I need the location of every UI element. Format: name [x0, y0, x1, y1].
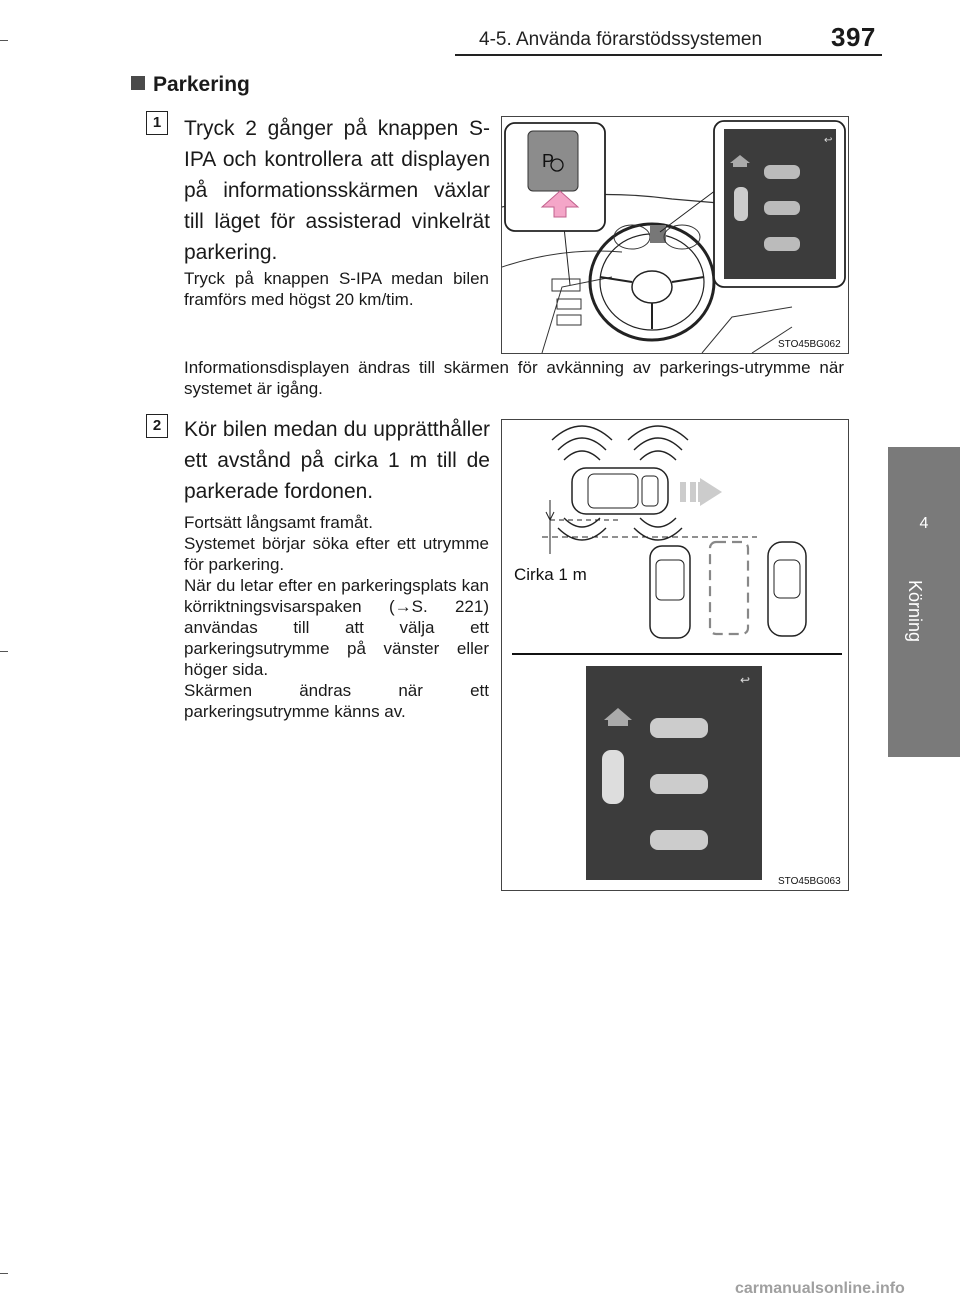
parked-car-icon — [764, 237, 800, 251]
parked-car-icon — [650, 774, 708, 794]
heading-text: Parkering — [153, 73, 250, 96]
parked-car-icon — [650, 830, 708, 850]
step-1-wide-note: Informationsdisplayen ändras till skärmen för avkänning av parkerings-utrymme när systemet är igång. — [184, 358, 844, 398]
step-number-badge: 1 — [146, 111, 168, 135]
page-number: 397 — [831, 22, 876, 52]
dashboard-illustration — [502, 117, 848, 353]
step-2-main-text: Kör bilen medan du upprätthåller ett avstånd på cirka 1 m till de parkerade fordonen. — [184, 418, 490, 503]
figure-dashboard — [501, 116, 849, 354]
own-car-icon — [734, 187, 748, 221]
own-car-icon — [572, 468, 668, 514]
chapter-label: Körning — [905, 580, 925, 643]
parked-car-icon — [764, 201, 800, 215]
crop-mark — [0, 651, 8, 652]
section-title: 4-5. Använda förarstödssystemen — [479, 29, 763, 50]
distance-caption: Cirka 1 m — [514, 565, 587, 584]
chapter-number: 4 — [919, 515, 929, 532]
parked-car-icon — [764, 165, 800, 179]
own-car-icon — [602, 750, 624, 804]
crop-mark — [0, 40, 8, 41]
crop-mark — [0, 1273, 8, 1274]
parking-scan-illustration — [502, 420, 848, 890]
parking-space-icon — [710, 542, 748, 634]
back-icon: ↩ — [740, 673, 751, 687]
figure-id: STO45BG062 — [778, 339, 841, 350]
button-letter: P — [542, 151, 555, 171]
figure-id: STO45BG063 — [778, 876, 841, 887]
motion-arrow-icon — [680, 478, 722, 506]
step-1-note: Tryck på knappen S-IPA medan bilen framförs med högst 20 km/tim. — [184, 269, 489, 309]
bullet-square-icon — [131, 76, 145, 90]
step-1-main-text: Tryck 2 gånger på knappen S-IPA och kontrollera att displayen på informationsskärmen växlar till läget för assisterad vinkelrät parkering. — [184, 117, 490, 264]
header-rule — [455, 54, 882, 56]
back-icon: ↩ — [824, 135, 833, 146]
section-heading — [131, 73, 250, 97]
parked-car-icon — [650, 718, 708, 738]
figure-parking-scan — [501, 419, 849, 891]
step-number-badge: 2 — [146, 414, 168, 438]
cluster-display — [650, 225, 666, 243]
watermark: carmanualsonline.info — [735, 1280, 905, 1297]
step-2-note: Fortsätt långsamt framåt. Systemet börjar söka efter ett utrymme för parkering. När du letar efter en parkeringsplats kan körriktningsvisarspaken (→S. 221) användas till att välja ett parkeringsutrymme på vänster eller höger sida. Skärmen ändras när ett parkeringsutrymme känns av. — [184, 513, 489, 721]
